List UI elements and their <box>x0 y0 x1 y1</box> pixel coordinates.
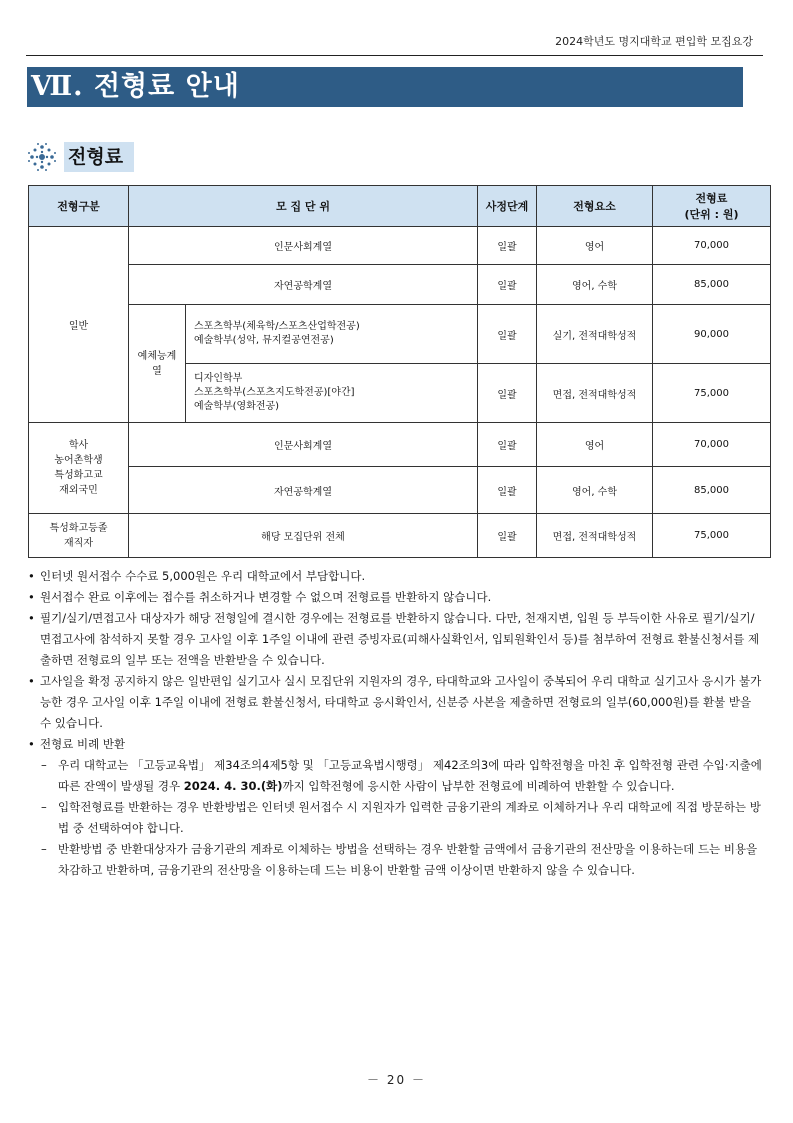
unit-line: 디자인학부 <box>194 373 243 384</box>
table-row <box>29 423 771 467</box>
element-cell: 면접, 전적대학성적 <box>537 514 653 558</box>
ornament-icon <box>26 141 58 173</box>
element-cell: 영어 <box>537 423 653 467</box>
group-label <box>29 514 129 558</box>
chapter-title: Ⅶ. 전형료 안내 <box>27 67 743 107</box>
unit-cell: 자연공학계열 <box>129 265 478 305</box>
unit-cell: 인문사회계열 <box>129 423 478 467</box>
fee-cell: 85,000 <box>653 467 771 514</box>
note-item: • 고사일을 확정 공지하지 않은 일반편입 실기고사 실시 모집단위 지원자의 경우, 타대학교와 고사일이 중복되어 우리 대학교 실기고사 응시가 불가능한 경우 고사일 이후 1주일 이내에 전형료 환불신청서, 타대학교 응시확인서, 신분증 사본을 제출하면 전형료의 일부(60,000원)를 환불 받을 수 있습니다. <box>28 671 764 734</box>
table-row <box>29 514 771 558</box>
stage-cell: 일괄 <box>478 227 537 265</box>
table-row <box>29 227 771 265</box>
group-label-line: 학사 <box>68 440 89 451</box>
header-fee-line2: (단위 : 원) <box>684 208 739 221</box>
note-item: • 인터넷 원서접수 수수료 5,000원은 우리 대학교에서 부담합니다. <box>28 566 764 587</box>
page-number: － 20 － <box>367 1073 426 1087</box>
element-cell: 실기, 전적대학성적 <box>537 305 653 364</box>
header-fee <box>653 186 771 227</box>
header-category: 전형구분 <box>29 186 129 227</box>
element-cell: 영어 <box>537 227 653 265</box>
table-header-row <box>29 186 771 227</box>
fee-cell: 75,000 <box>653 514 771 558</box>
group-label-line: 농어촌학생 <box>54 455 103 466</box>
header-unit: 모 집 단 위 <box>129 186 478 227</box>
element-cell: 영어, 수학 <box>537 265 653 305</box>
header-stage: 사정단계 <box>478 186 537 227</box>
group-label-line: 특성화고교 <box>54 470 103 481</box>
unit-line: 예술학부(영화전공) <box>194 401 280 412</box>
note-item: • 전형료 비례 반환 <box>28 734 764 755</box>
header-divider <box>26 55 763 56</box>
fee-cell: 70,000 <box>653 227 771 265</box>
table-row <box>29 467 771 514</box>
header-fee-line1: 전형료 <box>695 192 728 205</box>
unit-cell: 자연공학계열 <box>129 467 478 514</box>
subgroup-label: 예체능계열 <box>129 305 186 423</box>
unit-cell <box>186 364 478 423</box>
group-label: 일반 <box>29 227 129 423</box>
table-row <box>29 305 771 364</box>
stage-cell: 일괄 <box>478 305 537 364</box>
element-cell: 영어, 수학 <box>537 467 653 514</box>
group-label <box>29 423 129 514</box>
fee-table <box>28 185 771 558</box>
stage-cell: 일괄 <box>478 423 537 467</box>
fee-cell: 75,000 <box>653 364 771 423</box>
element-cell: 면접, 전적대학성적 <box>537 364 653 423</box>
sub-note-item <box>28 755 764 797</box>
header-title: 2024학년도 명지대학교 편입학 모집요강 <box>555 35 753 48</box>
unit-line: 스포츠학부(체육학/스포츠산업학전공) <box>194 321 360 332</box>
header-element: 전형요소 <box>537 186 653 227</box>
unit-cell <box>186 305 478 364</box>
sub-note-item: – 입학전형료를 반환하는 경우 반환방법은 인터넷 원서접수 시 지원자가 입력한 금융기관의 계좌로 이체하거나 우리 대학교에 직접 방문하는 방법 중 선택하여야 합니다. <box>28 797 764 839</box>
sub-note-item: – 반환방법 중 반환대상자가 금융기관의 계좌로 이체하는 방법을 선택하는 경우 반환할 금액에서 금융기관의 전산망을 이용하는데 드는 비용을 차감하고 반환하며, 금융기관의 전산망을 이용하는데 드는 비용이 반환할 금액 이상이면 반환하지 않을 수 있습니다. <box>28 839 764 881</box>
stage-cell: 일괄 <box>478 467 537 514</box>
stage-cell: 일괄 <box>478 265 537 305</box>
unit-line: 예술학부(성악, 뮤지컬공연전공) <box>194 335 334 346</box>
section-title: 전형료 <box>64 142 134 172</box>
sub-note-text: 까지 입학전형에 응시한 사람이 납부한 전형료에 비례하여 반환할 수 있습니다. <box>282 779 675 793</box>
note-item: • 원서접수 완료 이후에는 접수를 취소하거나 변경할 수 없으며 전형료를 반환하지 않습니다. <box>28 587 764 608</box>
refund-deadline: 2024. 4. 30.(화) <box>183 779 283 793</box>
group-label-line: 재직자 <box>64 537 93 549</box>
group-label-line: 특성화고등졸 <box>49 522 108 534</box>
sub-note-text: 우리 대학교는 「고등교육법」 제34조의4제5항 및 「고등교육법시행령」 제42조의3에 따라 입학전형을 마친 후 입학전형 관련 수입·지출에 따른 잔액이 발생될 경우 <box>58 758 762 793</box>
unit-cell: 해당 모집단위 전체 <box>129 514 478 558</box>
unit-cell: 인문사회계열 <box>129 227 478 265</box>
group-label-line: 재외국민 <box>59 485 98 496</box>
notes-list <box>28 566 764 881</box>
unit-line: 스포츠학부(스포츠지도학전공)[야간] <box>194 387 355 398</box>
stage-cell: 일괄 <box>478 514 537 558</box>
fee-cell: 70,000 <box>653 423 771 467</box>
table-row <box>29 265 771 305</box>
fee-cell: 90,000 <box>653 305 771 364</box>
stage-cell: 일괄 <box>478 364 537 423</box>
note-item: • 필기/실기/면접고사 대상자가 해당 전형일에 결시한 경우에는 전형료를 반환하지 않습니다. 다만, 천재지변, 입원 등 부득이한 사유로 필기/실기/면접고사에 참석하지 못할 경우 고사일 이후 1주일 이내에 관련 증빙자료(피해사실확인서, 입퇴원확인서 등)를 첨부하여 전형료 환불신청서를 제출하면 전형료의 일부 또는 전액을 반환받을 수 있습니다. <box>28 608 764 671</box>
fee-cell: 85,000 <box>653 265 771 305</box>
